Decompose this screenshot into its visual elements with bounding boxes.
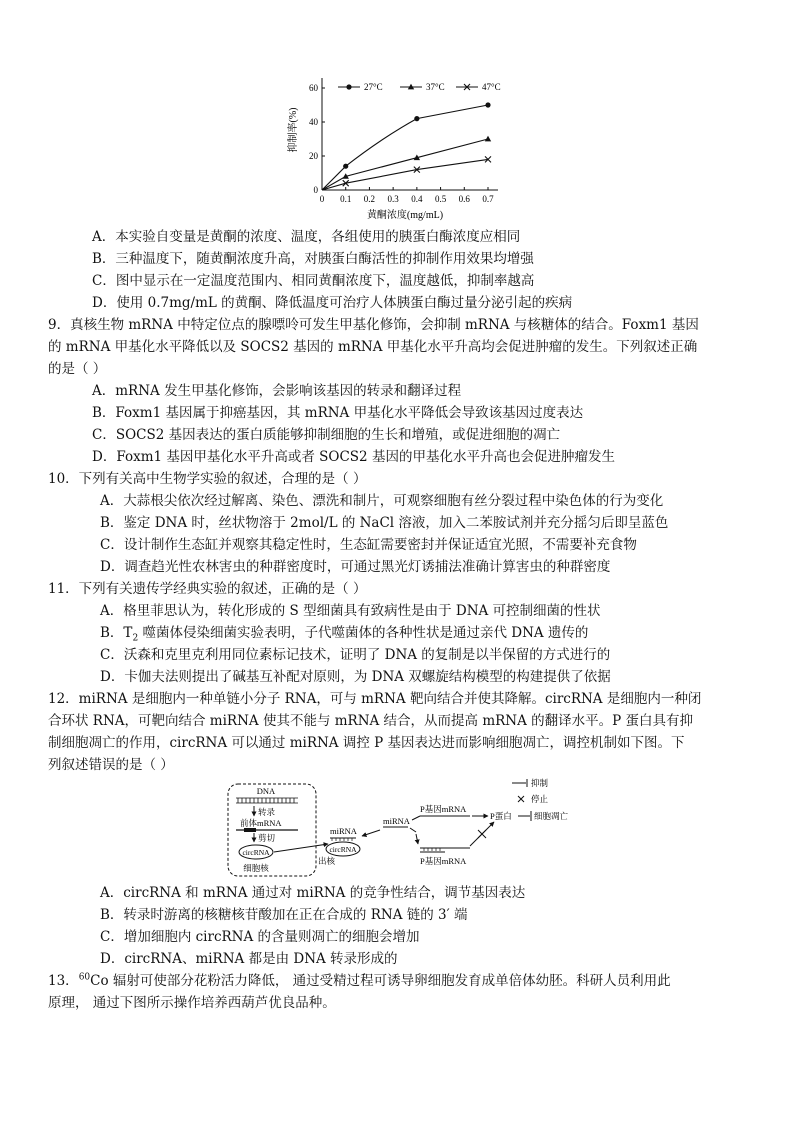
circrna-cytoplasm-label: circRNA bbox=[329, 845, 357, 854]
legend-stop-label: 停止 bbox=[531, 794, 549, 804]
legend-stop-icon bbox=[518, 796, 524, 802]
chart-axes bbox=[322, 78, 498, 190]
q11-option-b-pre: B．T bbox=[100, 625, 133, 641]
x-tick-label: 0.1 bbox=[340, 194, 352, 204]
q12-option-d: D．circRNA、miRNA 都是由 DNA 转录形成的 bbox=[100, 951, 398, 967]
chart-legend bbox=[338, 82, 501, 92]
q13-stem-1-text: Co 辐射可使部分花粉活力降低， 通过受精过程可诱导卵细胞发育成单倍体幼胚。科研人员利用此 bbox=[90, 973, 671, 989]
data-point bbox=[343, 164, 348, 169]
legend-label: 37°C bbox=[426, 82, 445, 92]
q11-stem: 11．下列有关遗传学经典实验的叙述，正确的是（ ） bbox=[48, 581, 367, 597]
dna-strand bbox=[236, 798, 298, 803]
q12-option-c: C．增加细胞内 circRNA 的含量则凋亡的细胞会增加 bbox=[100, 929, 420, 945]
x-axis-label: 黄酮浓度(mg/mL) bbox=[366, 210, 444, 221]
q11-option-c: C．沃森和克里克利用同位素标记技术，证明了 DNA 的复制是以半保留的方式进行的 bbox=[100, 647, 611, 663]
q11-option-b bbox=[100, 623, 588, 643]
p-mrna-label-bottom: P基因mRNA bbox=[420, 856, 467, 866]
p-mrna-label-top: P基因mRNA bbox=[420, 804, 467, 814]
x-tick-label: 0 bbox=[319, 194, 325, 204]
nucleus-label: 细胞核 bbox=[243, 863, 269, 873]
q9-option-b: B．Foxm1 基因属于抑癌基因，其 mRNA 甲基化水平降低会导致该基因过度表达 bbox=[92, 405, 584, 421]
q10-option-b: B．鉴定 DNA 时，丝状物溶于 2mol/L 的 NaCl 溶液，加入二苯胺试剂并充分摇匀后即呈蓝色 bbox=[100, 515, 669, 531]
q10-option-c: C．设计制作生态缸并观察其稳定性时，生态缸需要密封并保证适宜光照，不需要补充食物 bbox=[100, 537, 637, 553]
circrna-regulation-diagram bbox=[0, 772, 794, 882]
mirna-label-left: miRNA bbox=[330, 826, 357, 836]
q9-stem-3: 的是（ ） bbox=[48, 361, 107, 377]
x-tick-label: 0.5 bbox=[434, 194, 447, 204]
q13-isotope-mass: 60 bbox=[78, 972, 91, 983]
q12-stem-1: 12．miRNA 是细胞内一种单链小分子 RNA，可与 mRNA 靶向结合并使其降解。circRNA 是细胞内一种闭 bbox=[48, 691, 702, 707]
q11-option-a: A．格里菲思认为，转化形成的 S 型细菌具有致病性是由于 DNA 可控制细菌的性状 bbox=[100, 603, 601, 619]
legend-label: 27°C bbox=[364, 82, 383, 92]
q10-stem: 10．下列有关高中生物学实验的叙述，合理的是（ ） bbox=[48, 471, 367, 487]
q9-option-d: D．Foxm1 基因甲基化水平升高或者 SOCS2 基因的甲基化水平升高也会促进肿瘤发生 bbox=[92, 449, 615, 465]
x-tick-label: 0.6 bbox=[458, 194, 470, 204]
q12-option-b: B．转录时游离的核糖核苷酸加在正在合成的 RNA 链的 3′ 端 bbox=[100, 907, 468, 923]
q12-stem-3: 制细胞凋亡的作用，circRNA 可以通过 miRNA 调控 P 基因表达进而影响细胞凋亡，调控机制如下图。下 bbox=[48, 735, 685, 751]
chart-series bbox=[322, 102, 491, 190]
q11-option-b-sub: 2 bbox=[132, 633, 139, 644]
precursor-mrna-strand bbox=[236, 828, 298, 832]
q13-stem-1 bbox=[48, 971, 671, 991]
legend-inhibit-label: 抑制 bbox=[531, 778, 549, 788]
q9-option-a: A．mRNA 发生甲基化修饰，会影响该基因的转录和翻译过程 bbox=[92, 383, 462, 399]
apoptosis-label: 细胞凋亡 bbox=[534, 811, 569, 821]
data-point bbox=[485, 136, 491, 142]
p-protein-label: P蛋白 bbox=[490, 811, 512, 821]
q8-option-b: B．三种温度下，随黄酮浓度升高，对胰蛋白酶活性的抑制作用效果均增强 bbox=[92, 251, 534, 267]
q8-option-a: A．本实验自变量是黄酮的浓度、温度，各组使用的胰蛋白酶浓度应相同 bbox=[92, 229, 521, 245]
cut-label: 剪切 bbox=[258, 833, 276, 843]
q12-option-a: A．circRNA 和 mRNA 通过对 miRNA 的竞争性结合，调节基因表达 bbox=[100, 885, 526, 901]
legend-marker bbox=[346, 84, 351, 89]
dna-label: DNA bbox=[256, 786, 276, 796]
x-tick-label: 0.4 bbox=[411, 194, 423, 204]
q8-option-c: C．图中显示在一定温度范围内、相同黄酮浓度下，温度越低，抑制率越高 bbox=[92, 273, 535, 289]
mirna-label-center: miRNA bbox=[383, 816, 410, 826]
q10-option-d: D．调查趋光性农林害虫的种群密度时，可通过黑光灯诱捕法准确计算害虫的种群密度 bbox=[100, 559, 611, 575]
legend-label: 47°C bbox=[482, 82, 501, 92]
q9-stem-2: 的 mRNA 甲基化水平降低以及 SOCS2 基因的 mRNA 甲基化水平升高均会促进肿瘤的发生。下列叙述正确 bbox=[48, 339, 698, 355]
y-tick-label: 20 bbox=[309, 151, 318, 161]
exit-nucleus-label: 出核 bbox=[318, 856, 336, 866]
x-tick-label: 0.7 bbox=[482, 194, 494, 204]
q12-stem-2: 合环状 RNA，可靶向结合 miRNA 使其不能与 mRNA 结合，从而提高 mRNA 的翻译水平。P 蛋白具有抑 bbox=[48, 713, 694, 729]
stop-icon bbox=[478, 830, 486, 838]
x-tick-label: 0.2 bbox=[363, 194, 376, 204]
x-tick-label: 0.3 bbox=[387, 194, 399, 204]
q10-option-a: A．大蒜根尖依次经过解离、染色、漂洗和制片，可观察细胞有丝分裂过程中染色体的行为变化 bbox=[100, 493, 664, 509]
q13-stem-2: 原理， 通过下图所示操作培养西葫芦优良品种。 bbox=[48, 995, 336, 1011]
q9-stem-1: 9．真核生物 mRNA 中特定位点的腺嘌呤可发生甲基化修饰，会抑制 mRNA 与核糖体的结合。Foxm1 基因 bbox=[48, 317, 699, 333]
q13-number: 13． bbox=[48, 973, 79, 989]
y-tick-label: 0 bbox=[313, 185, 318, 195]
transcribe-label: 转录 bbox=[258, 807, 276, 817]
q8-option-d: D．使用 0.7mg/mL 的黄酮、降低温度可治疗人体胰蛋白酶过量分泌引起的疾病 bbox=[92, 295, 573, 311]
q11-option-d: D．卡伽夫法则提出了碱基互补配对原则，为 DNA 双螺旋结构模型的构建提供了依据 bbox=[100, 669, 611, 685]
q12-stem-4: 列叙述错误的是（ ） bbox=[48, 757, 174, 773]
circrna-label: circRNA bbox=[242, 848, 270, 857]
y-tick-label: 60 bbox=[309, 83, 318, 93]
inhibition-rate-chart bbox=[0, 0, 794, 230]
y-tick-label: 40 bbox=[309, 117, 318, 127]
q11-option-b-post: 噬菌体侵染细菌实验表明，子代噬菌体的各种性状是通过亲代 DNA 遗传的 bbox=[138, 625, 589, 641]
y-axis-label: 抑制率(%) bbox=[288, 107, 299, 153]
q9-option-c: C．SOCS2 基因表达的蛋白质能够抑制细胞的生长和增殖，或促进细胞的凋亡 bbox=[92, 427, 561, 443]
precursor-mrna-label: 前体mRNA bbox=[240, 818, 282, 828]
data-point bbox=[414, 116, 419, 121]
data-point bbox=[485, 102, 490, 107]
